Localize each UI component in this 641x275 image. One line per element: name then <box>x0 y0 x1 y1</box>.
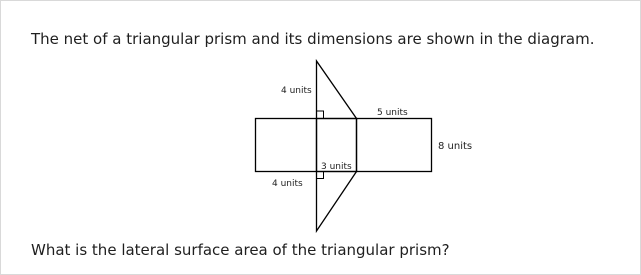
right-angle-marker-top <box>317 111 324 119</box>
top-triangle-height-label: 4 units <box>281 86 312 96</box>
question-ask: What is the lateral surface area of the triangular prism? <box>31 241 450 259</box>
top-triangle-face <box>317 61 357 119</box>
prism-net-diagram <box>1 1 641 275</box>
hypotenuse-label: 5 units <box>377 108 408 118</box>
base-width-label: 3 units <box>321 162 352 172</box>
right-angle-marker-bottom <box>317 172 324 179</box>
question-prompt: The net of a triangular prism and its dimensions are shown in the diagram. <box>31 30 595 48</box>
bottom-triangle-face <box>317 172 357 232</box>
bottom-triangle-height-label: 4 units <box>272 179 303 189</box>
right-rectangle-face <box>357 119 432 172</box>
left-rectangle-face <box>256 119 317 172</box>
prism-length-label: 8 units <box>438 141 473 152</box>
